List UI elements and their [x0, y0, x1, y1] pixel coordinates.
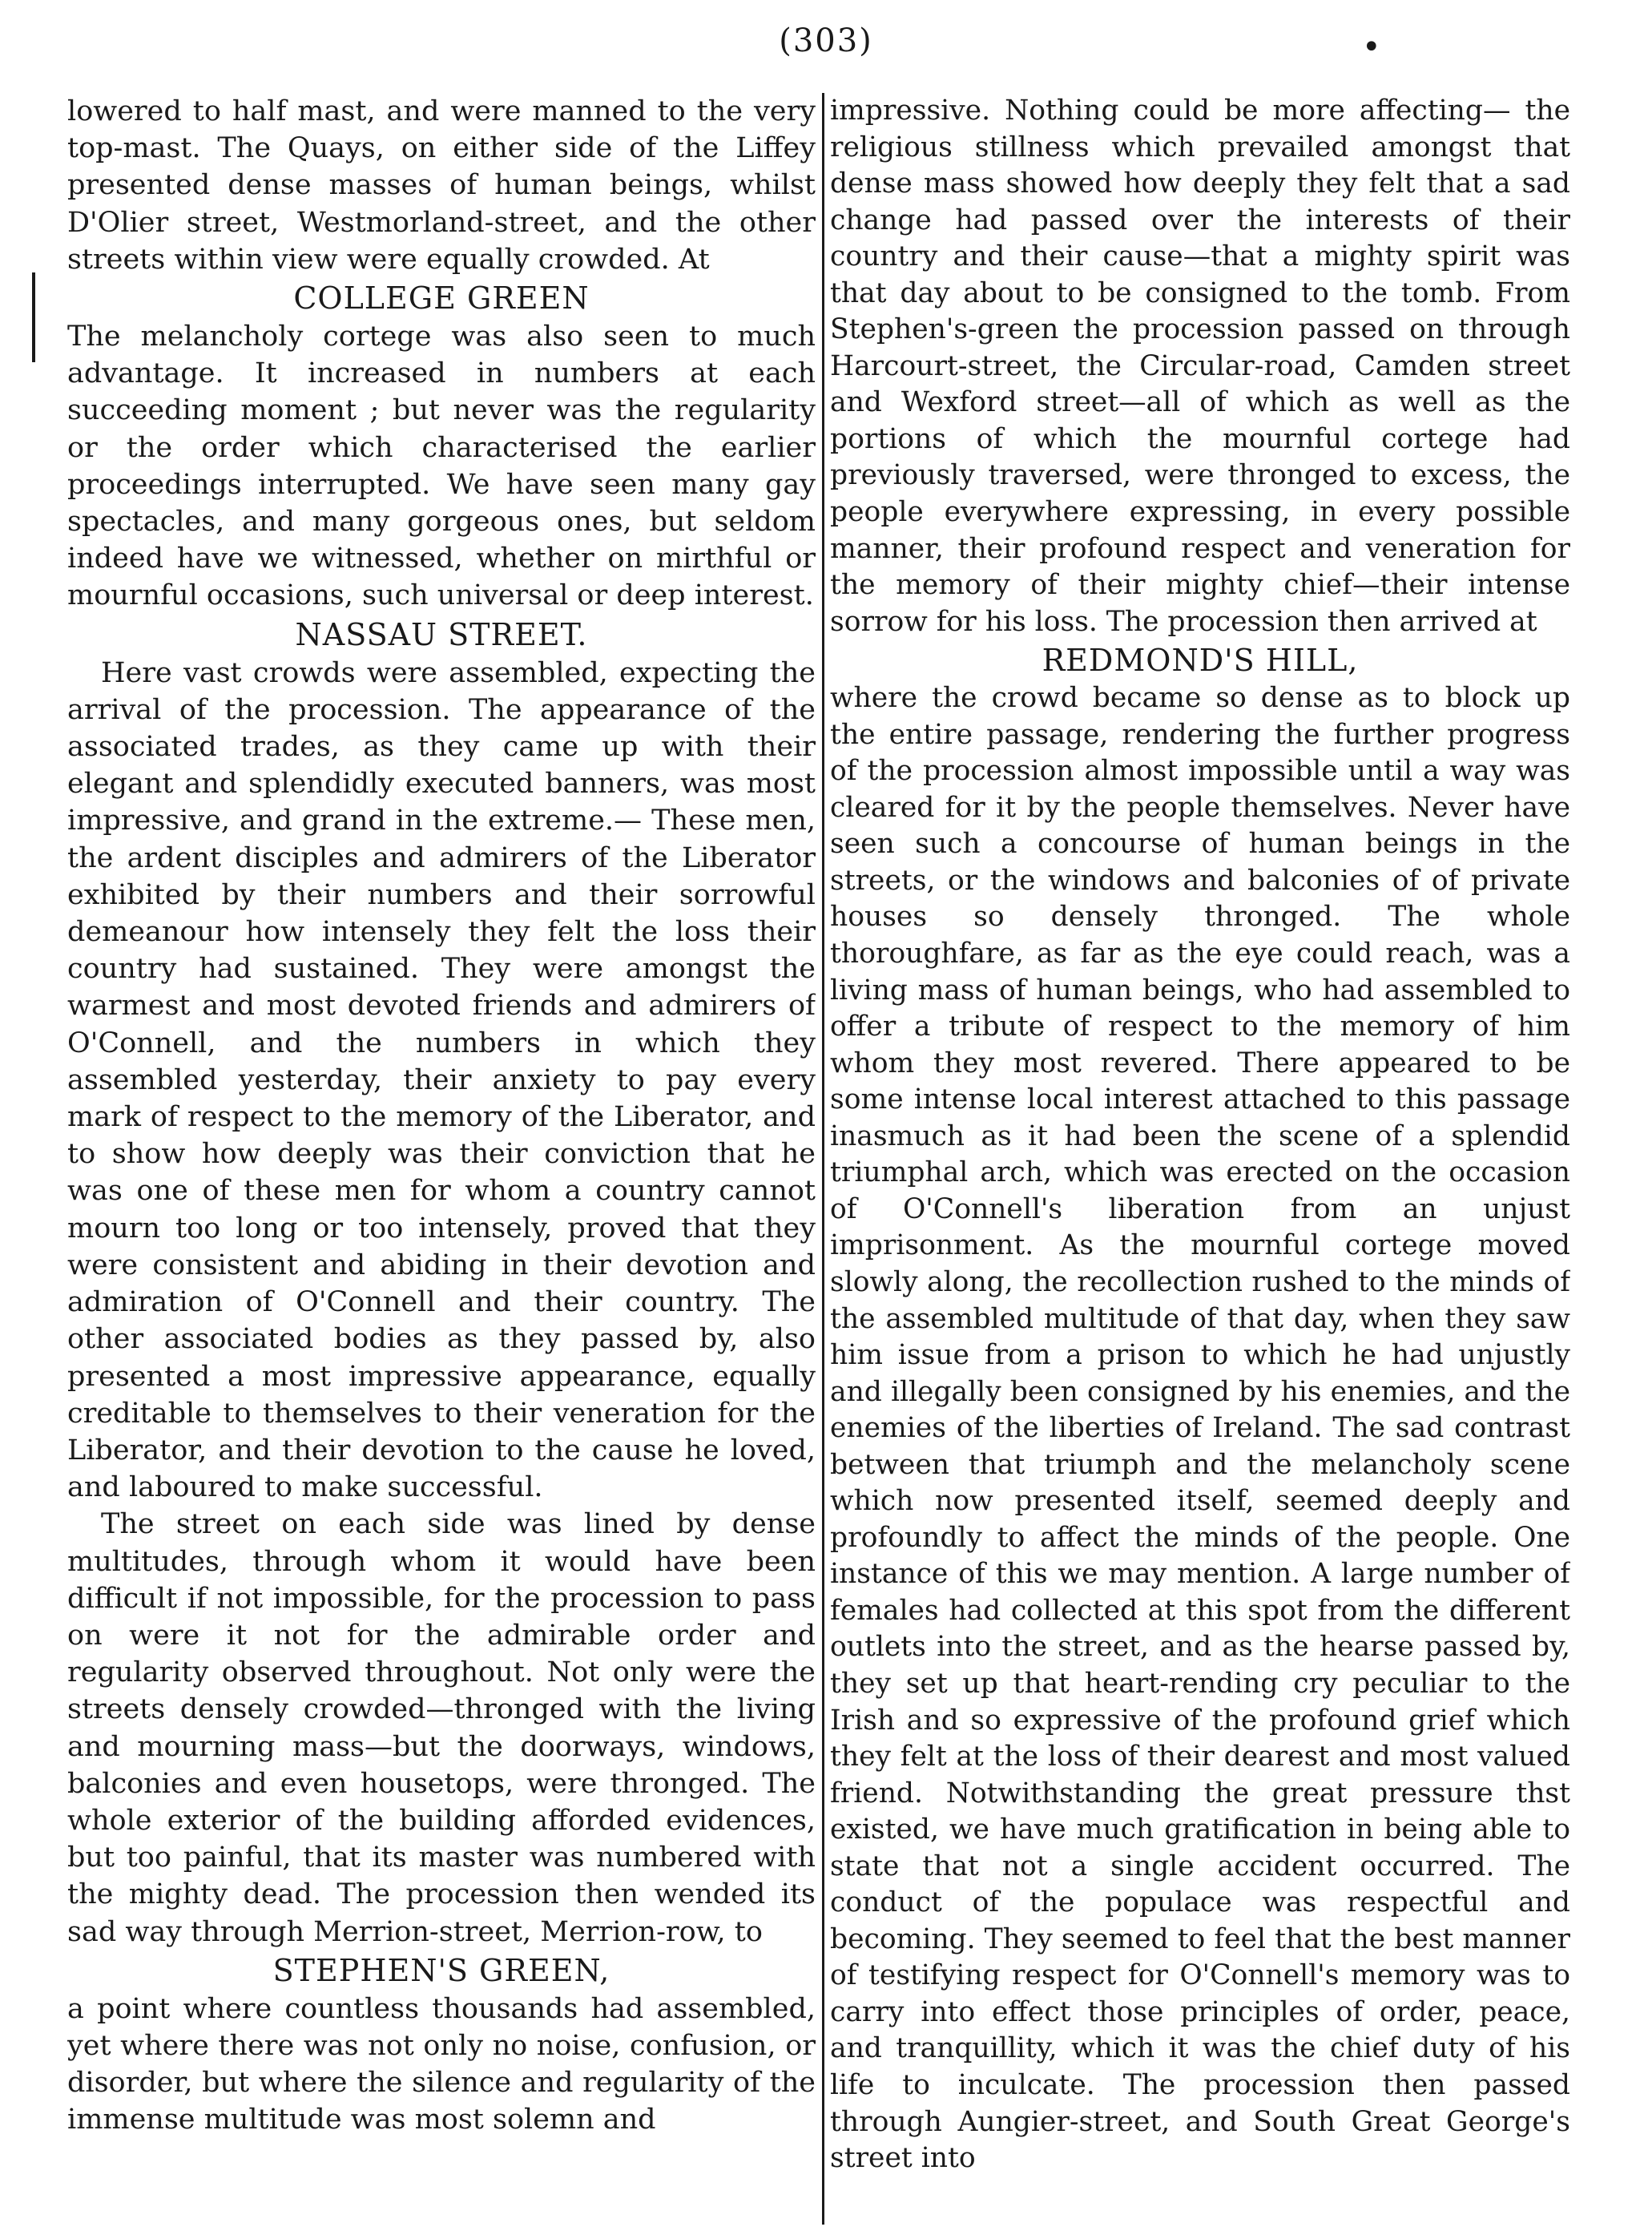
- section-heading-stephens-green: STEPHEN'S GREEN,: [272, 1952, 610, 1988]
- section-heading-college-green: COLLEGE GREEN: [293, 280, 590, 317]
- column-divider: [822, 93, 824, 2225]
- margin-line-mark: [32, 272, 35, 362]
- paragraph: a point where countless thousands had assembled, yet where there was not only no noise, confusion, or disorder, but where the silence and regularity of the immense multitude was most solemn and: [67, 1992, 816, 2136]
- page-number: (303): [779, 22, 873, 59]
- paragraph: where the crowd became so dense as to block up the entire passage, rendering the further progress of the procession almost impossible until a way was cleared for it by the people themselves. Never have seen such a concourse of human beings in the streets, or the windows and balconies of of private houses so densely thronged. The whole thoroughfare, as far as the eye could reach, was a living mass of human beings, who had assembled to offer a tribute of respect to the memory of him whom they most revered. There appeared to be some intense local interest attached to this passage inasmuch as it had been the scene of a splendid triumphal arch, which was erected on the occasion of O'Connell's liberation from an unjust imprisonment. As the mournful cortege moved slowly along, the recollection rushed to the minds of the assembled multitude of that day, when they saw him issue from a prison to which he had unjustly and illegally been consigned by his enemies, and the enemies of the liberties of Ireland. The sad contrast between that triumph and the melancholy scene which now presented itself, seemed deeply and profoundly to affect the minds of the people. One instance of this we may mention. A large number of females had collected at this spot from the different outlets into the street, and as the hearse passed by, they set up that heart-rending cry peculiar to the Irish and so expressive of the profound grief which they felt at the loss of their dearest and most valued friend. Notwithstanding the great pressure thst existed, we have much gratification in being able to state that not a single accident occurred. The conduct of the populace was respectful and becoming. They seemed to feel that the best manner of testifying respect for O'Connell's memory was to carry into effect those principles of order, peace, and tranquillity, which it was the chief duty of his life to inculcate. The procession then passed through Aungier-street, and South Great George's street into: [830, 682, 1570, 2175]
- section-heading-nassau-street: NASSAU STREET.: [295, 616, 588, 652]
- paragraph: The melancholy cortege was also seen to much advantage. It increased in numbers at each succeeding moment ; but never was the regularity or the order which characterised the earlier proceedings interrupted. We have seen many gay spectacles, and many gorgeous ones, but seldom indeed have we witnessed, whether on mirthful or mournful occasions, such universal or deep interest.: [67, 321, 816, 612]
- section-heading-redmonds-hill: REDMOND'S HILL,: [1042, 643, 1359, 679]
- paragraph: lowered to half mast, and were manned to the very top-mast. The Quays, on either side of the Liffey presented dense masses of human beings, whilst D'Olier street, Westmorland-street, and the other streets within view were equally crowded. At: [67, 95, 816, 276]
- left-column: [67, 93, 816, 2185]
- margin-dot: •: [1362, 29, 1381, 66]
- paragraph: impressive. Nothing could be more affecting— the religious stillness which prevailed amongst that dense mass showed how deeply they felt that a sad change had passed over the interests of their country and their cause—that a mighty spirit was that day about to be consigned to the tomb. From Stephen's-green the procession passed on through Harcourt-street, the Circular-road, Camden street and Wexford street—all of which as well as the portions of which the mournful cortege had previously traversed, were thronged to excess, the people everywhere expressing, in every possible manner, their profound respect and veneration for the memory of their mighty chief—their intense sorrow for his loss. The procession then arrived at: [830, 95, 1570, 638]
- right-column: [830, 93, 1570, 2185]
- paragraph: The street on each side was lined by dense multitudes, through whom it would have been difficult if not impossible, for the procession to pass on were it not for the admirable order and regularity observed throughout. Not only were the streets densely crowded—thronged with the living and mourning mass—but the doorways, windows, balconies and even housetops, were thronged. The whole exterior of the building afforded evidences, but too painful, that its master was numbered with the mighty dead. The procession then wended its sad way through Merrion-street, Merrion-row, to: [67, 1508, 816, 1948]
- paragraph: Here vast crowds were assembled, expecting the arrival of the procession. The appearance of the associated trades, as they came up with their elegant and splendidly executed banners, was most impressive, and grand in the extreme.— These men, the ardent disciples and admirers of the Liberator exhibited by their numbers and their sorrowful demeanour how intensely they felt the loss their country had sustained. They were amongst the warmest and most devoted friends and admirers of O'Connell, and the numbers in which they assembled yesterday, their anxiety to pay every mark of respect to the memory of the Liberator, and to show how deeply was their conviction that he was one of these men for whom a country cannot mourn too long or too intensely, proved that they were consistent and abiding in their devotion and admiration of O'Connell and their country. The other associated bodies as they passed by, also presented a most impressive appearance, equally creditable to themselves to their veneration for the Liberator, and their devotion to the cause he loved, and laboured to make successful.: [67, 656, 816, 1504]
